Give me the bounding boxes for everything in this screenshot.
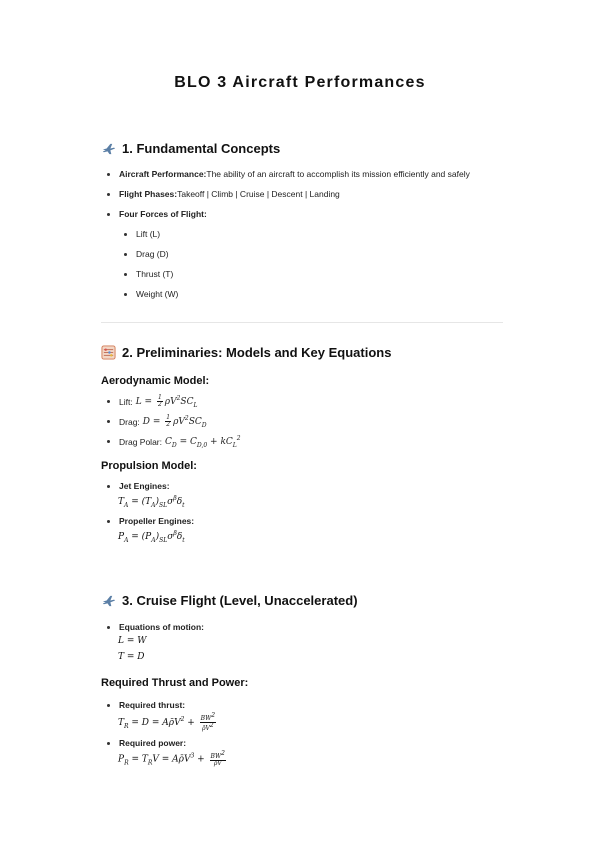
lift-equation: L = $\frac{1}{2}$ $\rho V^2SC_L$	[135, 394, 198, 409]
item-label: Lift:	[119, 396, 133, 407]
item-label: Equations of motion:	[119, 622, 204, 632]
required-power-equation: $P_R = T_RV$ = $A\rhōV^3$ + $\frac{BW^2}{\rhōV}$	[118, 750, 225, 767]
force-label: Drag (D)	[136, 249, 169, 259]
airplane-icon	[101, 141, 116, 156]
list-item	[107, 169, 470, 179]
force-item	[124, 269, 173, 279]
section-1-heading	[101, 141, 280, 156]
abacus-icon	[101, 345, 116, 360]
force-label: Lift (L)	[136, 229, 161, 239]
section-3-title: 3. Cruise Flight (Level, Unaccelerated)	[122, 593, 358, 608]
item-label: Required thrust:	[119, 700, 186, 710]
page-title: BLO 3 Aircraft Performances	[174, 74, 426, 91]
propeller-equation: $P_A = (P_A)_{SL}\sigma^\beta\delta_t$	[118, 530, 185, 544]
required-title: Required Thrust and Power:	[101, 677, 249, 689]
item-label: Aircraft Performance:	[119, 169, 207, 179]
force-item	[124, 289, 178, 299]
drag-equation: D = $\frac{1}{2}$ $\rho V^2SC_D$	[142, 414, 207, 429]
item-label: Drag Polar:	[119, 436, 162, 447]
propeller-item	[107, 516, 194, 526]
required-thrust-item	[107, 700, 185, 710]
drag-polar-equation: $C_D = C_{D,0} + kC_L^2$	[165, 435, 241, 449]
motion-equation-2: T = D	[118, 652, 145, 662]
required-thrust-equation: $T_R = D$ = $A\rhōV^2$ + $\frac{BW^2}{\rhōV^2}$	[118, 712, 216, 732]
jet-item	[107, 481, 170, 491]
item-label: Drag:	[119, 416, 140, 427]
item-text: The ability of an aircraft to accomplish its mission efficiently and safely	[206, 169, 470, 179]
propulsion-model-title: Propulsion Model:	[101, 460, 197, 472]
section-2-title: 2. Preliminaries: Models and Key Equations	[122, 345, 392, 360]
item-label: Propeller Engines:	[119, 516, 195, 526]
force-item	[124, 229, 160, 239]
motion-item	[107, 622, 204, 632]
motion-equation-1: L = W	[118, 636, 147, 646]
section-2-heading	[101, 345, 391, 360]
force-label: Thrust (T)	[136, 269, 174, 279]
drag-item	[107, 415, 207, 429]
section-3-heading	[101, 593, 358, 608]
list-item	[107, 189, 340, 199]
item-label: Flight Phases:	[119, 189, 178, 199]
required-power-item	[107, 738, 186, 748]
item-text: Takeoff | Climb | Cruise | Descent | Landing	[177, 189, 340, 199]
list-item	[107, 209, 207, 219]
divider	[101, 322, 503, 323]
airplane-icon	[101, 593, 116, 608]
item-label: Required power:	[119, 738, 187, 748]
item-label: Jet Engines:	[119, 481, 170, 491]
drag-polar-item	[107, 435, 241, 449]
force-label: Weight (W)	[136, 289, 179, 299]
force-item	[124, 249, 169, 259]
jet-equation: $T_A = (T_A)_{SL}\sigma^\beta\delta_t$	[118, 495, 185, 509]
lift-item	[107, 395, 197, 409]
item-label: Four Forces of Flight:	[119, 209, 207, 219]
aero-model-title: Aerodynamic Model:	[101, 375, 210, 387]
section-1-title: 1. Fundamental Concepts	[122, 141, 281, 156]
